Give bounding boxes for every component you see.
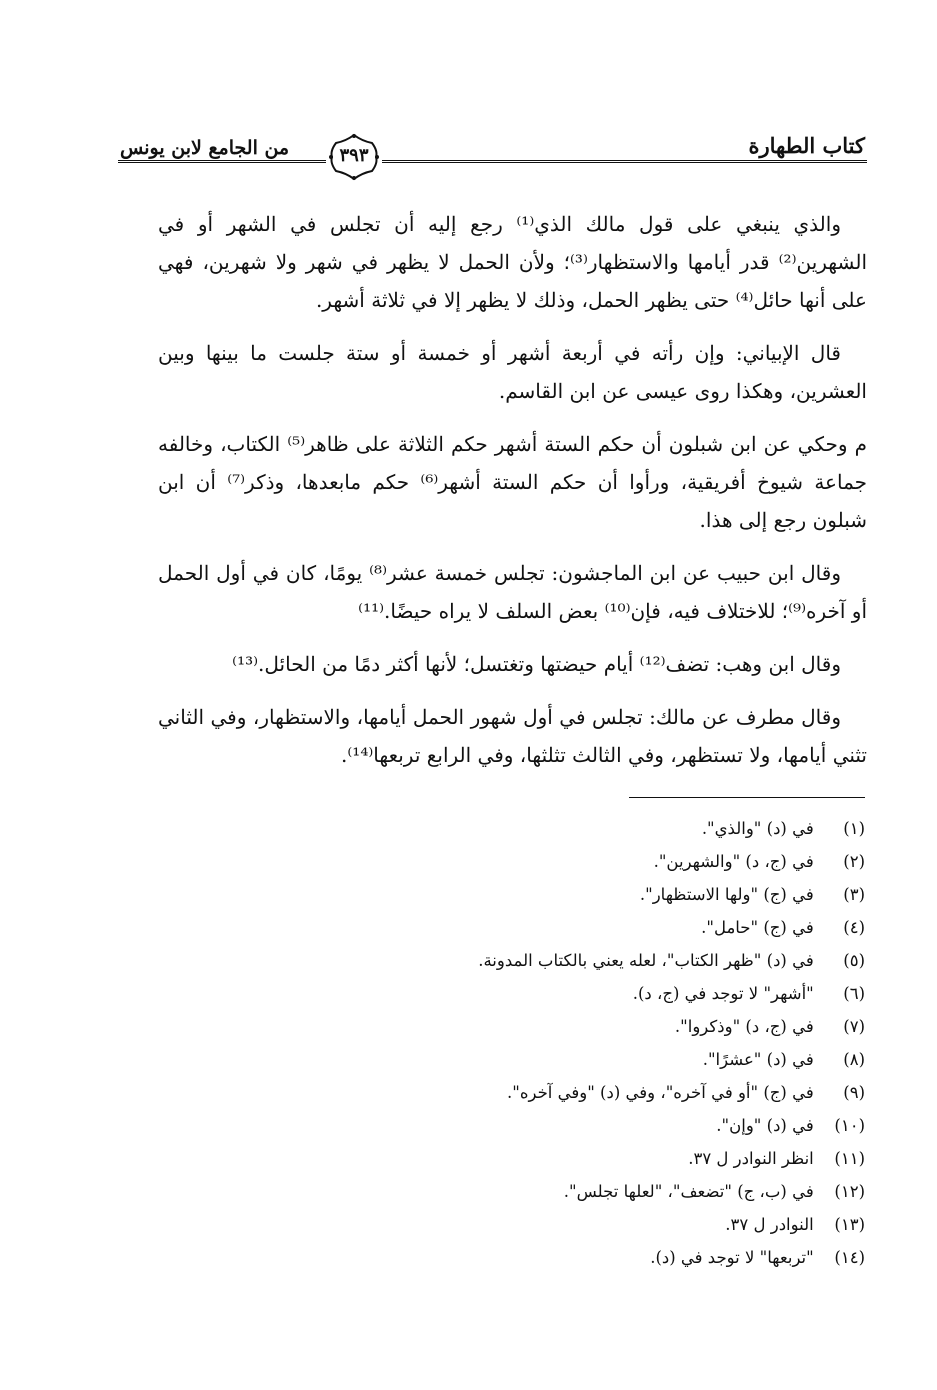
footnote bbox=[305, 812, 865, 845]
footnote bbox=[305, 944, 865, 977]
paragraph-5: وقال ابن وهب: تضف⁽¹²⁾ أيام حيضتها وتغتسل؛ لأنها أكثر دمًا من الحائل.⁽¹³⁾ bbox=[232, 652, 841, 676]
footnote-number: (٨) bbox=[843, 1050, 865, 1069]
footnote-text: في (ج) "أو في آخره"، وفي (د) "وفي آخره". bbox=[507, 1083, 814, 1102]
header-rule-right bbox=[382, 160, 867, 166]
paragraph-1: والذي ينبغي على قول مالك الذي⁽¹⁾ رجع إليه أن تجلس في الشهر أو في الشهرين⁽²⁾ قدر أيامها والاستظهار⁽³⁾؛ ولأن الحمل لا يظهر في شهر ولا شهرين، فهي على أنها حائل⁽⁴⁾ حتى يظهر الحمل، وذلك لا يظهر إلا في ثلاثة أشهر. bbox=[158, 212, 868, 312]
footnote bbox=[305, 977, 865, 1010]
main-text bbox=[158, 205, 867, 789]
footnote-number: (١) bbox=[843, 819, 865, 838]
footnote-text: في (ج، د) "وذكروا". bbox=[674, 1017, 814, 1036]
footnote bbox=[305, 878, 865, 911]
footnote bbox=[305, 1043, 865, 1076]
footnote-text: انظر النوادر ل ٣٧. bbox=[688, 1149, 814, 1168]
footnote-number: (٦) bbox=[843, 984, 865, 1003]
footnote-text: في (د) "وإن". bbox=[716, 1116, 814, 1135]
footnote bbox=[305, 1241, 865, 1274]
footnote-number: (٩) bbox=[843, 1083, 865, 1102]
running-header-source: من الجامع لابن يونس bbox=[120, 137, 290, 159]
footnote-text: في (ب، ج) "تضعف"، "لعلها تجلس". bbox=[563, 1182, 814, 1201]
footnote-text: "أشهر" لا توجد في (ج، د). bbox=[632, 984, 814, 1003]
footnote bbox=[305, 1208, 865, 1241]
footnote-text: في (ج) "ولها الاستظهار". bbox=[639, 885, 814, 904]
footnote-text: في (د) "عشرًا". bbox=[702, 1050, 814, 1069]
paragraph-2: قال الإبياني: وإن رأته في أربعة أشهر أو خمسة أو ستة جلست ما بينها وبين العشرين، وهكذا روى عيسى عن ابن القاسم. bbox=[158, 341, 867, 403]
page-number-ornament bbox=[328, 133, 380, 181]
footnote-number: (٧) bbox=[843, 1017, 865, 1036]
footnote bbox=[305, 1109, 865, 1142]
footnote-text: في (ج، د) "والشهرين". bbox=[653, 852, 814, 871]
footnote-number: (٢) bbox=[843, 852, 865, 871]
header-rule-left bbox=[118, 160, 326, 166]
footnotes bbox=[305, 812, 865, 1274]
footnote-number: (١١) bbox=[834, 1149, 865, 1168]
footnote bbox=[305, 911, 865, 944]
footnote-text: في (ج) "حامل". bbox=[701, 918, 814, 937]
footnote-number: (١٠) bbox=[834, 1116, 865, 1135]
footnote-number: (١٤) bbox=[834, 1248, 865, 1267]
footnote bbox=[305, 1142, 865, 1175]
paragraph-3: م وحكي عن ابن شبلون أن حكم الستة أشهر حكم الثلاثة على ظاهر⁽⁵⁾ الكتاب، وخالفه جماعة شيوخ أفريقية، ورأوا أن حكم الستة أشهر⁽⁶⁾ حكم مابعدها، وذكر⁽⁷⁾ أن ابن شبلون رجع إلى هذا. bbox=[158, 432, 868, 532]
footnote bbox=[305, 845, 865, 878]
footnote-separator bbox=[629, 797, 865, 798]
footnote-number: (١٣) bbox=[834, 1215, 865, 1234]
paragraph-4: وقال ابن حبيب عن ابن الماجشون: تجلس خمسة عشر⁽⁸⁾ يومًا، كان في أول الحمل أو آخره⁽⁹⁾؛ للاختلاف فيه، فإن⁽¹⁰⁾ بعض السلف لا يراه حيضًا.⁽¹¹⁾ bbox=[158, 561, 867, 623]
footnote bbox=[305, 1076, 865, 1109]
footnote-number: (٣) bbox=[843, 885, 865, 904]
footnote-text: النوادر ل ٣٧. bbox=[725, 1215, 814, 1234]
footnote-text: في (د) "ظهر الكتاب"، لعله يعني بالكتاب المدونة. bbox=[478, 951, 814, 970]
footnote-number: (١٢) bbox=[834, 1182, 865, 1201]
footnote-text: "تربعها" لا توجد في (د). bbox=[650, 1248, 814, 1267]
running-header-section: كتاب الطهارة bbox=[748, 133, 865, 158]
footnote-number: (٤) bbox=[843, 918, 865, 937]
footnote-number: (٥) bbox=[843, 951, 865, 970]
page-number: ٣٩٣ bbox=[339, 145, 369, 166]
footnote bbox=[305, 1010, 865, 1043]
footnote bbox=[305, 1175, 865, 1208]
footnote-text: في (د) "والذي". bbox=[701, 819, 814, 838]
paragraph-6: وقال مطرف عن مالك: تجلس في أول شهور الحمل أيامها، والاستظهار، وفي الثاني تثني أيامها، ولا تستظهر، وفي الثالث تثلثها، وفي الرابع تربعها⁽¹⁴⁾. bbox=[158, 705, 867, 767]
